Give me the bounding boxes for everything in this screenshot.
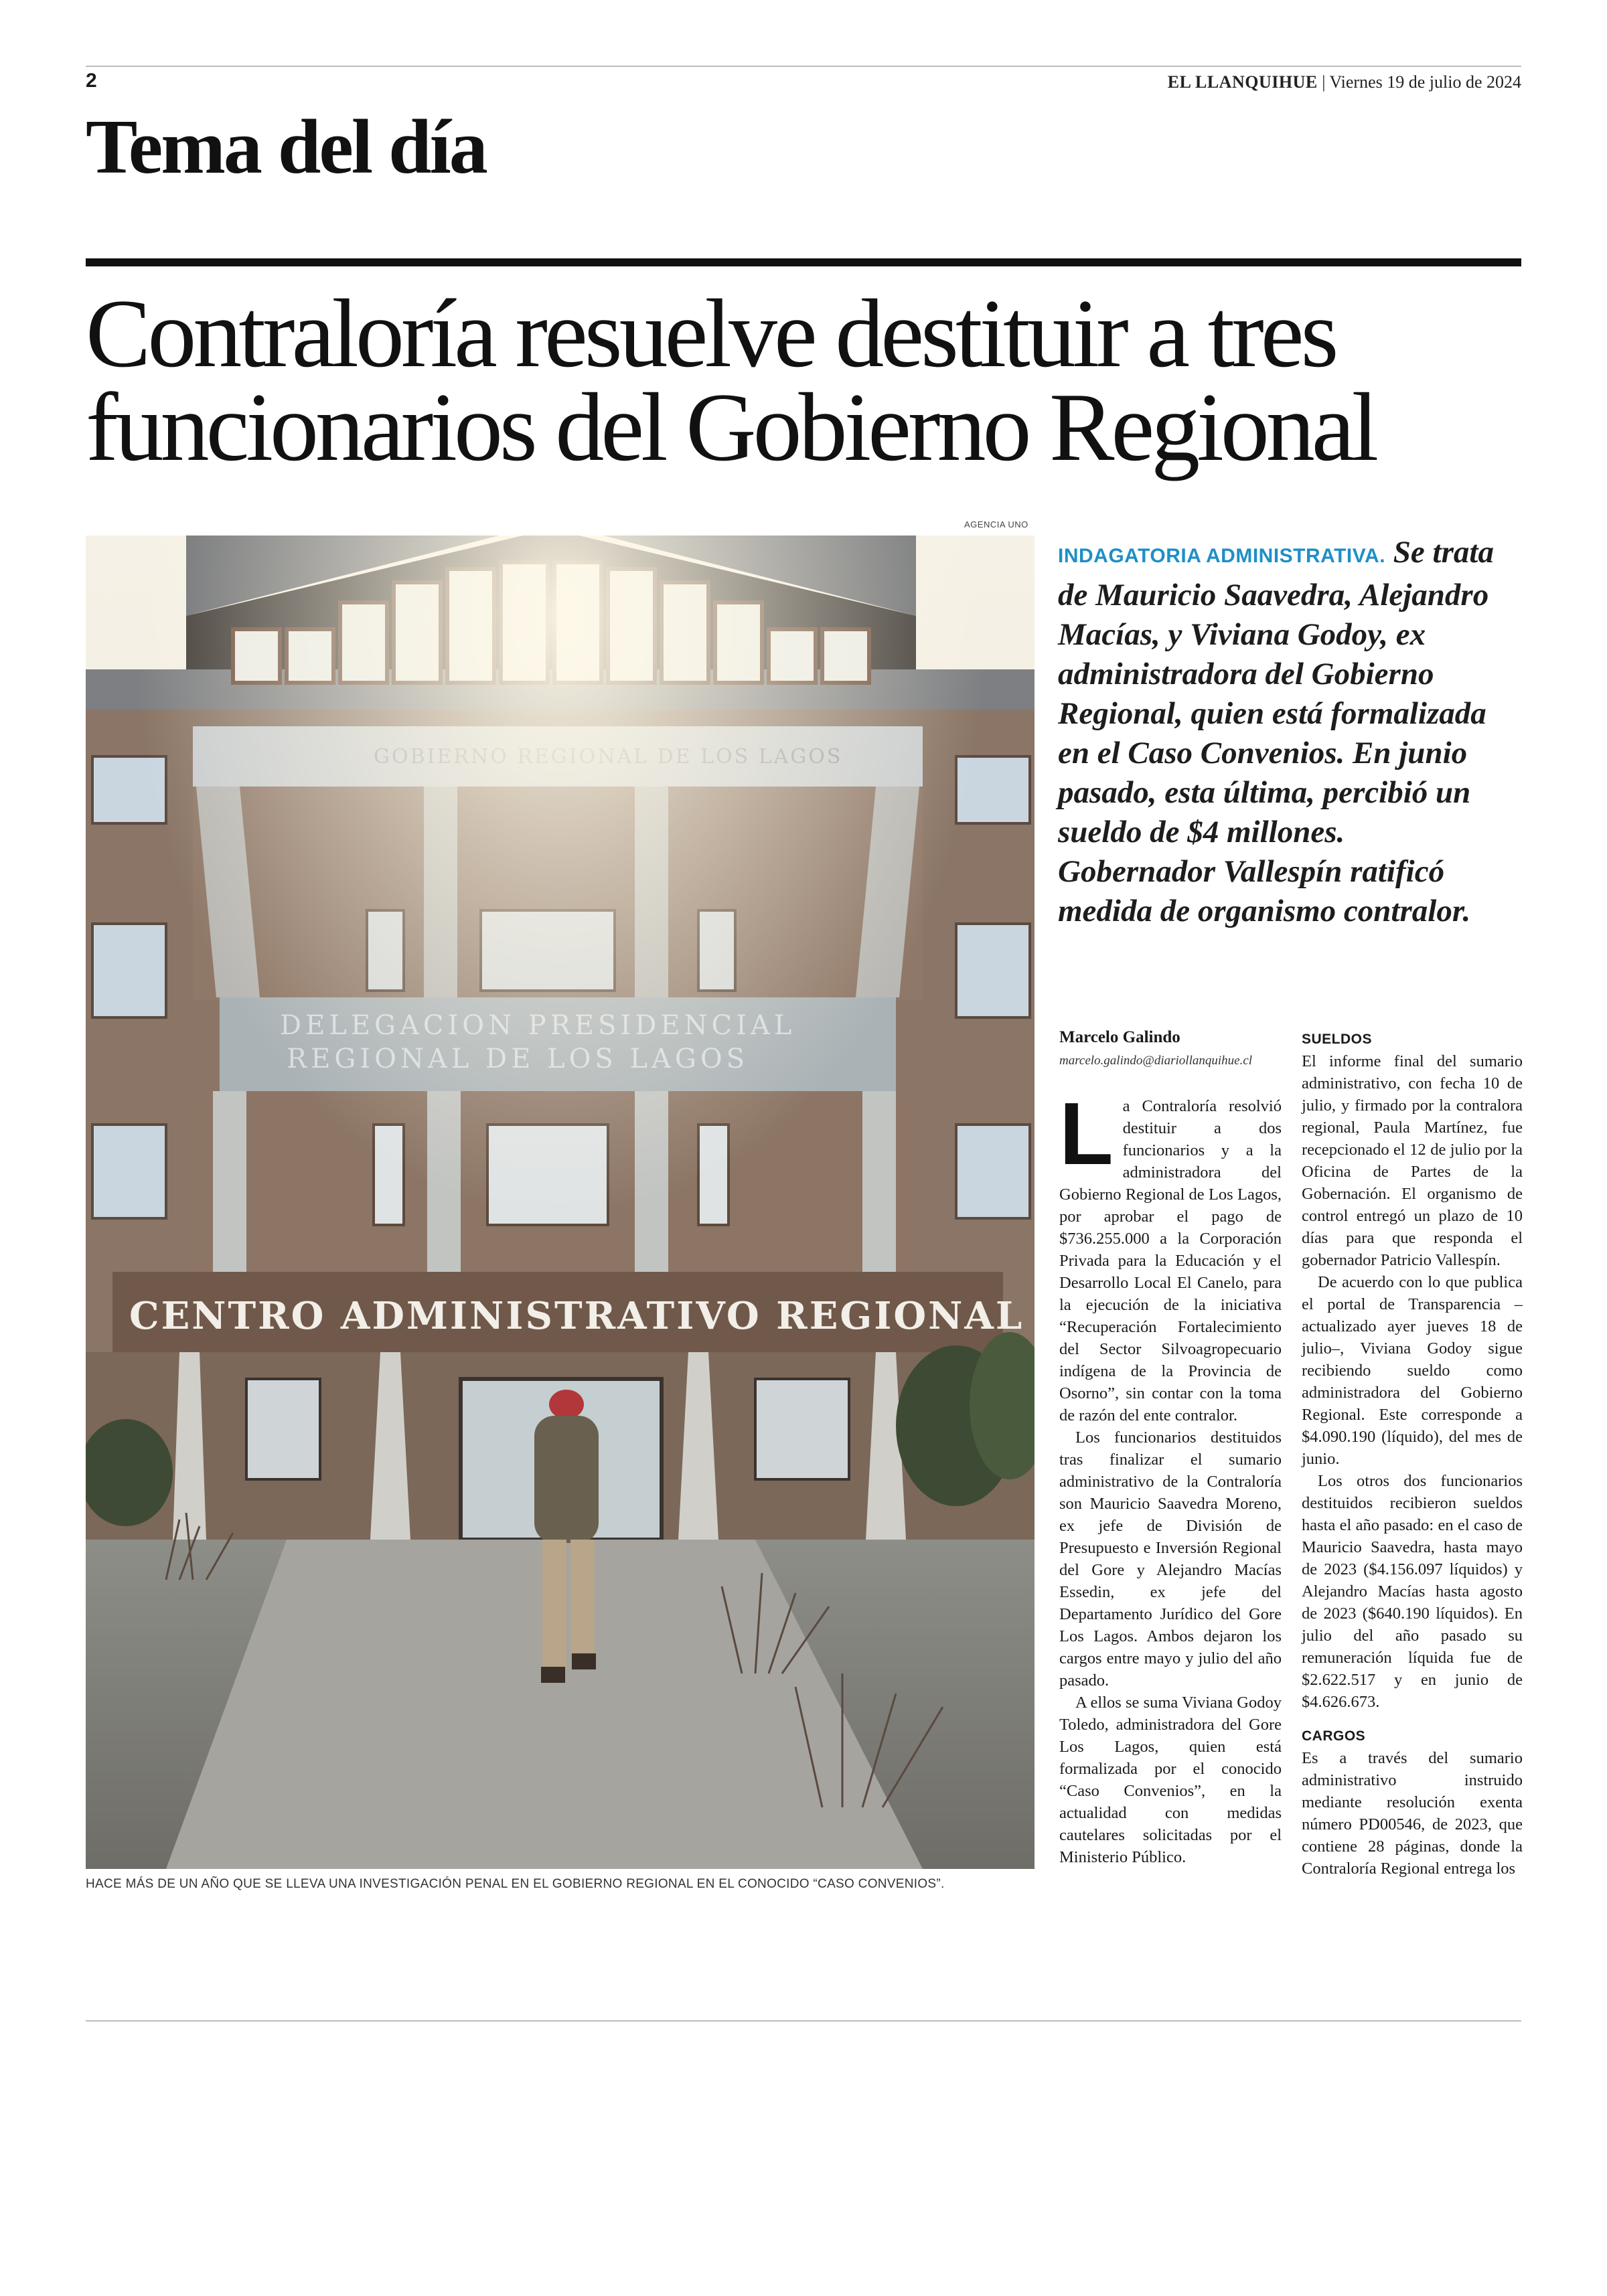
body-column-1 <box>1059 1084 1282 1898</box>
body-paragraph: Los otros dos funcionarios destituidos recibieron sueldos hasta el año pasado: en el caso de Mauricio Saavedra, hasta mayo de 2023 ($4.156.097 líquidos) y Alejandro Macías hasta agosto de 2023 ($640.190 líquidos). En julio del año pasado su remuneración líquida fue de $2.622.517 y en junio de $4.626.673. <box>1302 1472 1523 1711</box>
newspaper-name: EL LLANQUIHUE <box>1167 72 1318 92</box>
headline-line-2: funcionarios del Gobierno Regional <box>86 373 1376 481</box>
bottom-rule <box>86 2020 1521 2022</box>
article-photo <box>86 536 1035 1869</box>
drop-cap: L <box>1059 1084 1114 1183</box>
body-paragraph: La Contraloría resolvió destituir a dos funcionarios y a la administradora del Gobierno Regional de Los Lagos, por aprobar el pago de $736.255.000 a la Corporación Privada para la Educación y el Desarrollo Local El Canelo, para la ejecución de la iniciativa “Recuperación Fortalecimiento del Sector Silvoagropecuario indígena de la Provincia de Osorno”, sin contar con la toma de razón del ente contralor. <box>1059 1084 1282 1424</box>
subhead-sueldos: SUELDOS <box>1302 1032 1373 1047</box>
body-paragraph: De acuerdo con lo que publica el portal de Transparencia –actualizado ayer jueves 18 de julio–, Viviana Godoy sigue recibiendo sueldo como administradora del Gobierno Regional. Este corresponde a $4.090.190 (líquido), del mes de junio. <box>1302 1273 1523 1468</box>
body-paragraph: Los funcionarios destituidos tras finalizar el sumario administrativo de la Contraloría son Mauricio Saavedra Moreno, ex jefe de División de Presupuesto e Inversión Regional del Gore y Alejandro Macías Essedin, ex jefe del Departamento Jurídico del Gore Los Lagos. Ambos dejaron los cargos entre mayo y julio del año pasado. <box>1059 1428 1282 1690</box>
page-number: 2 <box>86 70 97 92</box>
headline-line-1: Contraloría resuelve destituir a tres <box>86 279 1336 388</box>
photo-caption: HACE MÁS DE UN AÑO QUE SE LLEVA UNA INVESTIGACIÓN PENAL EN EL GOBIERNO REGIONAL EN EL CONOCIDO “CASO CONVENIOS”. <box>86 1877 945 1891</box>
deck-text: Se trata de Mauricio Saavedra, Alejandro Macías, y Viviana Godoy, ex administradora del Gobierno Regional, quien está formalizada en el Caso Convenios. En junio pasado, esta última, percibió un sueldo de $4 millones. Gobernador Vallespín ratificó medida de organismo contralor. <box>1058 535 1494 928</box>
body-paragraph: El informe final del sumario administrativo, con fecha 10 de julio, y firmado por la contralora regional, Paula Martínez, fue recepcionado el 12 de julio por la Oficina de Partes de la Gobernación. El organismo de control entregó un plazo de 10 días para que responda el gobernador Patricio Vallespín. <box>1302 1052 1523 1269</box>
folio: EL LLANQUIHUE | Viernes 19 de julio de 2024 <box>1167 72 1521 92</box>
photo-credit: AGENCIA UNO <box>964 519 1028 529</box>
body-paragraph: A ellos se suma Viviana Godoy Toledo, administradora del Gore Los Lagos, quien está formalizada por el conocido “Caso Convenios”, en la actualidad con medidas cautelares solicitadas por el Ministerio Público. <box>1059 1694 1282 1866</box>
section-rule <box>86 258 1521 266</box>
issue-date: Viernes 19 de julio de 2024 <box>1329 72 1521 92</box>
article-deck <box>1058 533 1500 931</box>
section-title: Tema del día <box>86 104 486 190</box>
headline <box>86 279 1525 481</box>
author-name: Marcelo Galindo <box>1059 1028 1180 1046</box>
subhead-cargos: CARGOS <box>1302 1728 1366 1744</box>
body-column-2 <box>1302 1028 1523 1912</box>
body-paragraph: Es a través del sumario administrativo instruido mediante resolución exenta número PD00546, de 2023, que contiene 28 páginas, donde la Contraloría Regional entrega los <box>1302 1749 1523 1878</box>
deck-kicker: INDAGATORIA ADMINISTRATIVA. <box>1058 545 1386 567</box>
author-email[interactable]: marcelo.galindo@diariollanquihue.cl <box>1059 1054 1253 1068</box>
top-rule <box>86 66 1521 67</box>
